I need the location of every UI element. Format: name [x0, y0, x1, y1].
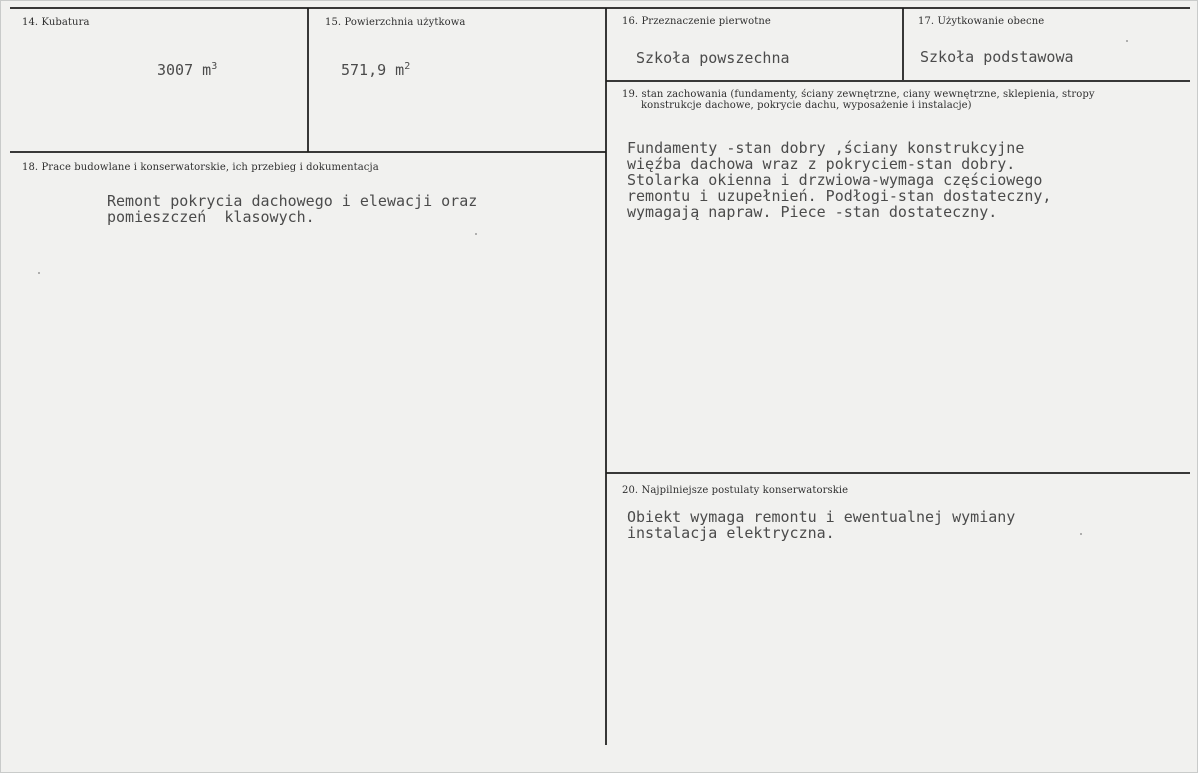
- paper-speck: [475, 233, 477, 235]
- przeznaczenie-label: 16. Przeznaczenie pierwotne: [622, 16, 771, 27]
- postulaty-label: 20. Najpilniejsze postulaty konserwatorskie: [622, 485, 849, 496]
- powierzchnia-value-text: 571,9 m: [341, 61, 405, 79]
- kubatura-value: [157, 62, 217, 78]
- stan-label-line-1: 19. stan zachowania (fundamenty, ściany zewnętrzne, ciany wewnętrzne, sklepienia, stropy: [622, 89, 1095, 100]
- left-section-rule: [10, 151, 606, 153]
- right-middle-rule: [606, 472, 1190, 474]
- prace-text: Remont pokrycia dachowego i elewacji oraz pomieszczeń klasowych.: [107, 192, 478, 226]
- divider-16-17: [902, 8, 904, 80]
- uzytkowanie-value: Szkoła podstawowa: [920, 48, 1074, 66]
- postulaty-text: Obiekt wymaga remontu i ewentualnej wymiany instalacja elektryczna.: [627, 508, 1016, 542]
- kubatura-label: 14. Kubatura: [22, 17, 90, 28]
- prace-label: 18. Prace budowlane i konserwatorskie, ich przebieg i dokumentacja: [22, 162, 379, 173]
- paper-speck: [1080, 533, 1082, 535]
- kubatura-unit-power: 3: [211, 61, 218, 72]
- top-rule: [10, 7, 1190, 9]
- powierzchnia-label: 15. Powierzchnia użytkowa: [325, 17, 466, 28]
- center-divider: [605, 8, 607, 745]
- right-top-rule: [606, 80, 1190, 82]
- powierzchnia-unit-power: 2: [404, 61, 411, 72]
- uzytkowanie-label: 17. Użytkowanie obecne: [918, 16, 1045, 27]
- stan-text: Fundamenty -stan dobry ,ściany konstrukcyjne więźba dachowa wraz z pokryciem-stan dobry. Stolarka okienna i drzwiowa-wymaga częściowego remontu i uzupełnień. Podłogi-stan dostateczny, wymagają napraw. Piece -stan dostateczny.: [627, 139, 1052, 221]
- paper-speck: [1126, 40, 1128, 42]
- powierzchnia-value: [341, 62, 410, 78]
- divider-14-15: [307, 8, 309, 152]
- kubatura-value-text: 3007 m: [157, 61, 212, 79]
- stan-label-line-2: konstrukcje dachowe, pokrycie dachu, wyposażenie i instalacje): [641, 100, 972, 111]
- paper-speck: [38, 272, 40, 274]
- przeznaczenie-value: Szkoła powszechna: [636, 49, 790, 67]
